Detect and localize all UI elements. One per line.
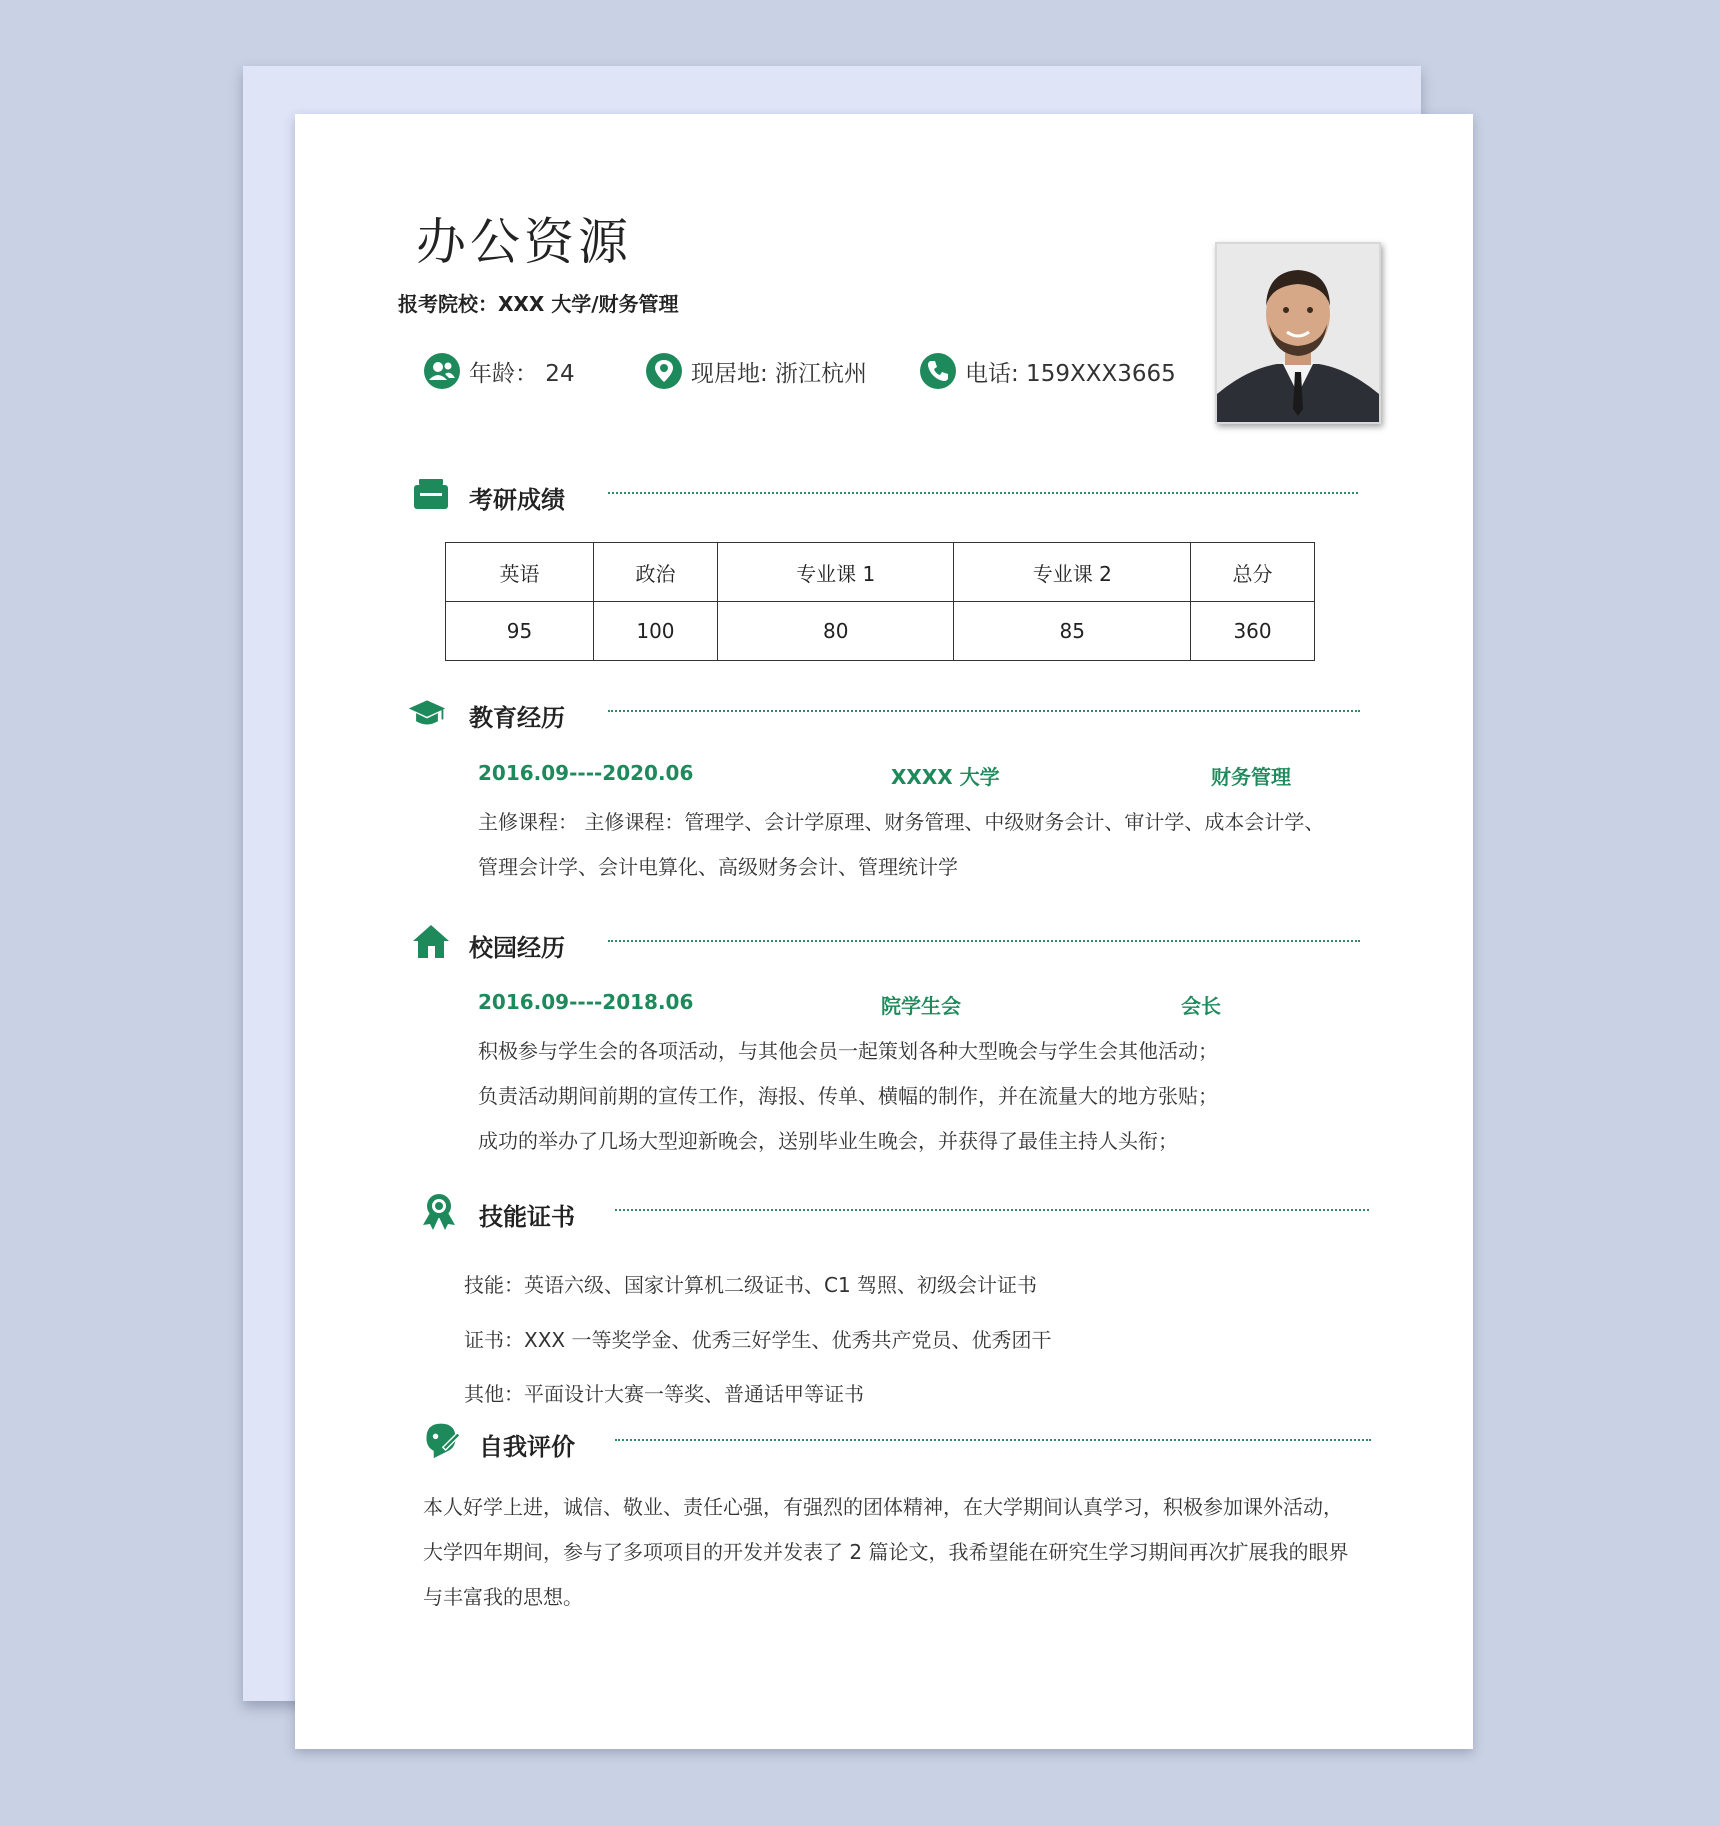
scores-table	[445, 542, 1315, 661]
campus-line: 成功的举办了几场大型迎新晚会，送别毕业生晚会，并获得了最佳主持人头衔；	[478, 1129, 1178, 1153]
face-pen-icon	[421, 1420, 461, 1460]
contact-location	[645, 349, 867, 393]
table-row	[446, 602, 1315, 661]
person-icon	[423, 352, 461, 390]
skills-line: 其他：平面设计大赛一等奖、普通话甲等证书	[464, 1382, 864, 1406]
location-text: 现居地: 浙江杭州	[691, 360, 868, 387]
location-pin-icon	[645, 352, 683, 390]
target-school: 报考院校：XXX 大学/财务管理	[398, 292, 679, 316]
section-divider	[615, 1439, 1371, 1441]
table-header-cell: 政治	[594, 543, 718, 602]
table-cell: 95	[446, 602, 594, 661]
section-divider	[608, 940, 1360, 942]
self-title: 自我评价	[479, 1433, 575, 1461]
phone-text: 电话: 159XXX3665	[965, 360, 1176, 387]
education-school: XXXX 大学	[891, 765, 1000, 789]
table-cell: 360	[1191, 602, 1315, 661]
education-title: 教育经历	[469, 704, 565, 732]
campus-role: 会长	[1181, 994, 1221, 1018]
table-cell: 100	[594, 602, 718, 661]
skills-line: 证书：XXX 一等奖学金、优秀三好学生、优秀共产党员、优秀团干	[464, 1328, 1052, 1352]
campus-period: 2016.09----2018.06	[478, 990, 694, 1014]
resume-name: 办公资源	[416, 213, 632, 271]
table-header-cell: 专业课 2	[954, 543, 1191, 602]
campus-org: 院学生会	[881, 994, 961, 1018]
self-line: 本人好学上进，诚信、敬业、责任心强，有强烈的团体精神，在大学期间认真学习，积极参加课外活动，	[423, 1495, 1343, 1519]
campus-title: 校园经历	[469, 934, 565, 962]
section-divider	[608, 492, 1358, 494]
award-ribbon-icon	[419, 1191, 459, 1231]
table-header-cell: 总分	[1191, 543, 1315, 602]
education-period: 2016.09----2020.06	[478, 761, 694, 785]
table-header-cell: 英语	[446, 543, 594, 602]
age-text: 年龄： 24	[469, 360, 575, 387]
portrait-photo	[1215, 242, 1381, 424]
section-divider	[608, 710, 1360, 712]
education-major: 财务管理	[1211, 765, 1291, 789]
phone-icon	[919, 352, 957, 390]
contact-age	[423, 349, 575, 393]
scores-title: 考研成绩	[469, 486, 565, 514]
education-line: 管理会计学、会计电算化、高级财务会计、管理统计学	[478, 855, 958, 879]
skills-line: 技能：英语六级、国家计算机二级证书、C1 驾照、初级会计证书	[464, 1273, 1038, 1297]
table-header-row	[446, 543, 1315, 602]
resume-page	[295, 114, 1473, 1749]
education-line: 主修课程： 主修课程：管理学、会计学原理、财务管理、中级财务会计、审计学、成本会计学、	[478, 810, 1325, 834]
house-icon	[411, 922, 451, 962]
table-cell: 85	[954, 602, 1191, 661]
section-divider	[615, 1209, 1369, 1211]
graduation-cap-icon	[407, 694, 447, 734]
table-header-cell: 专业课 1	[717, 543, 954, 602]
self-line: 与丰富我的思想。	[423, 1585, 583, 1609]
briefcase-icon	[411, 475, 451, 515]
skills-title: 技能证书	[479, 1203, 575, 1231]
table-cell: 80	[717, 602, 954, 661]
self-line: 大学四年期间，参与了多项项目的开发并发表了 2 篇论文，我希望能在研究生学习期间再次扩展我的眼界	[423, 1540, 1349, 1564]
contact-phone	[919, 349, 1176, 393]
campus-line: 负责活动期间前期的宣传工作，海报、传单、横幅的制作，并在流量大的地方张贴；	[478, 1084, 1218, 1108]
campus-line: 积极参与学生会的各项活动，与其他会员一起策划各种大型晚会与学生会其他活动；	[478, 1039, 1218, 1063]
